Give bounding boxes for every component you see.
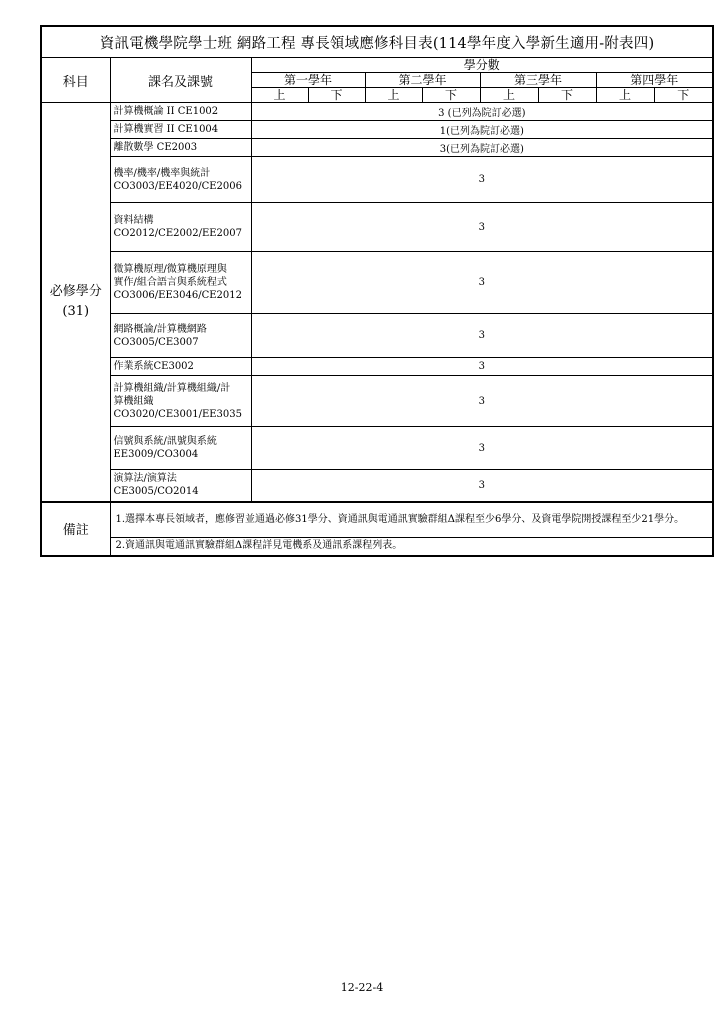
course-name: 計算機概論 II CE1002: [110, 103, 251, 121]
course-credits: 3: [251, 252, 713, 314]
required-category: [41, 103, 110, 502]
page-number: 12-22-4: [340, 981, 384, 994]
course-credits: 3: [251, 157, 713, 203]
table-title: 資訊電機學院學士班 網路工程 專長領域應修科目表(114學年度入學新生適用-附表四): [41, 26, 713, 58]
course-name: 作業系統CE3002: [110, 358, 251, 376]
course-credits: 3: [251, 427, 713, 470]
term-lower: 下: [654, 88, 713, 103]
term-lower: 下: [308, 88, 365, 103]
term-upper: 上: [365, 88, 422, 103]
year-4-header: 第四學年: [596, 73, 713, 88]
course-header: 課名及課號: [110, 58, 251, 103]
course-credits: 3: [251, 376, 713, 427]
course-name: 網路概論/計算機網路 CO3005/CE3007: [110, 314, 251, 358]
course-name: 演算法/演算法 CE3005/CO2014: [110, 470, 251, 502]
category-credits: (31): [62, 303, 90, 319]
year-2-header: 第二學年: [365, 73, 480, 88]
course-credits: 3: [251, 314, 713, 358]
term-lower: 下: [538, 88, 596, 103]
course-name: 機率/機率/機率與統計 CO3003/EE4020/CE2006: [110, 157, 251, 203]
subject-header: 科目: [41, 58, 110, 103]
remarks-label: 備註: [41, 502, 110, 556]
course-name: 信號與系統/訊號與系統 EE3009/CO3004: [110, 427, 251, 470]
course-name: 微算機原理/微算機原理與 實作/組合語言與系統程式 CO3006/EE3046/CE2012: [110, 252, 251, 314]
course-credits: 3: [251, 203, 713, 252]
course-credits: 3 (已列為院訂必選): [251, 103, 713, 121]
year-1-header: 第一學年: [251, 73, 365, 88]
course-name: 計算機實習 II CE1004: [110, 121, 251, 139]
term-upper: 上: [251, 88, 308, 103]
term-upper: 上: [480, 88, 538, 103]
term-lower: 下: [422, 88, 480, 103]
course-credits: 3: [251, 470, 713, 502]
course-credits: 3: [251, 358, 713, 376]
category-name: 必修學分: [49, 283, 102, 299]
course-name: 計算機組織/計算機組織/計 算機組織 CO3020/CE3001/EE3035: [110, 376, 251, 427]
remark-item: 1.選擇本專長領域者，應修習並通過必修31學分、資通訊與電通訊實驗群組Δ課程至少6學分、及資電學院開授課程至少21學分。: [110, 502, 713, 538]
curriculum-table: [40, 25, 714, 557]
year-3-header: 第三學年: [480, 73, 596, 88]
credits-header: 學分數: [251, 58, 713, 73]
course-name: 資料結構 CO2012/CE2002/EE2007: [110, 203, 251, 252]
course-name: 離散數學 CE2003: [110, 139, 251, 157]
course-credits: 3(已列為院訂必選): [251, 139, 713, 157]
remark-item: 2.資通訊與電通訊實驗群組Δ課程詳見電機系及通訊系課程列表。: [110, 538, 713, 556]
term-upper: 上: [596, 88, 654, 103]
course-credits: 1(已列為院訂必選): [251, 121, 713, 139]
